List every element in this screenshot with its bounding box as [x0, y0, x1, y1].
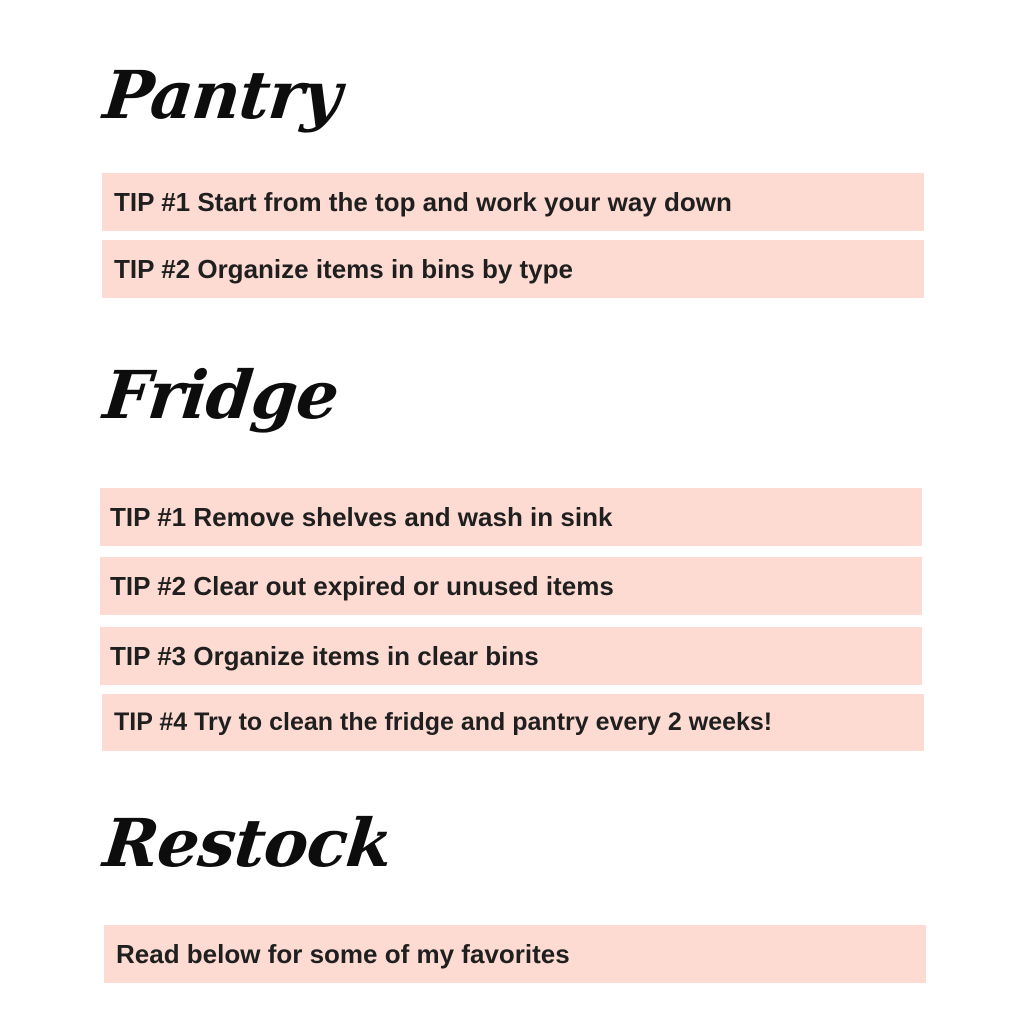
restock-heading: Restock: [99, 804, 396, 882]
fridge-tip-1: TIP #1 Remove shelves and wash in sink: [100, 488, 922, 546]
fridge-tip-2: TIP #2 Clear out expired or unused items: [100, 557, 922, 615]
fridge-tip-3: TIP #3 Organize items in clear bins: [100, 627, 922, 685]
fridge-tip-4: TIP #4 Try to clean the fridge and pantry every 2 weeks!: [102, 694, 924, 751]
fridge-heading: Fridge: [99, 356, 342, 434]
pantry-tip-1: TIP #1 Start from the top and work your way down: [102, 173, 924, 231]
restock-tip-1: Read below for some of my favorites: [104, 925, 926, 983]
pantry-heading: Pantry: [99, 56, 345, 134]
pantry-tip-2: TIP #2 Organize items in bins by type: [102, 240, 924, 298]
